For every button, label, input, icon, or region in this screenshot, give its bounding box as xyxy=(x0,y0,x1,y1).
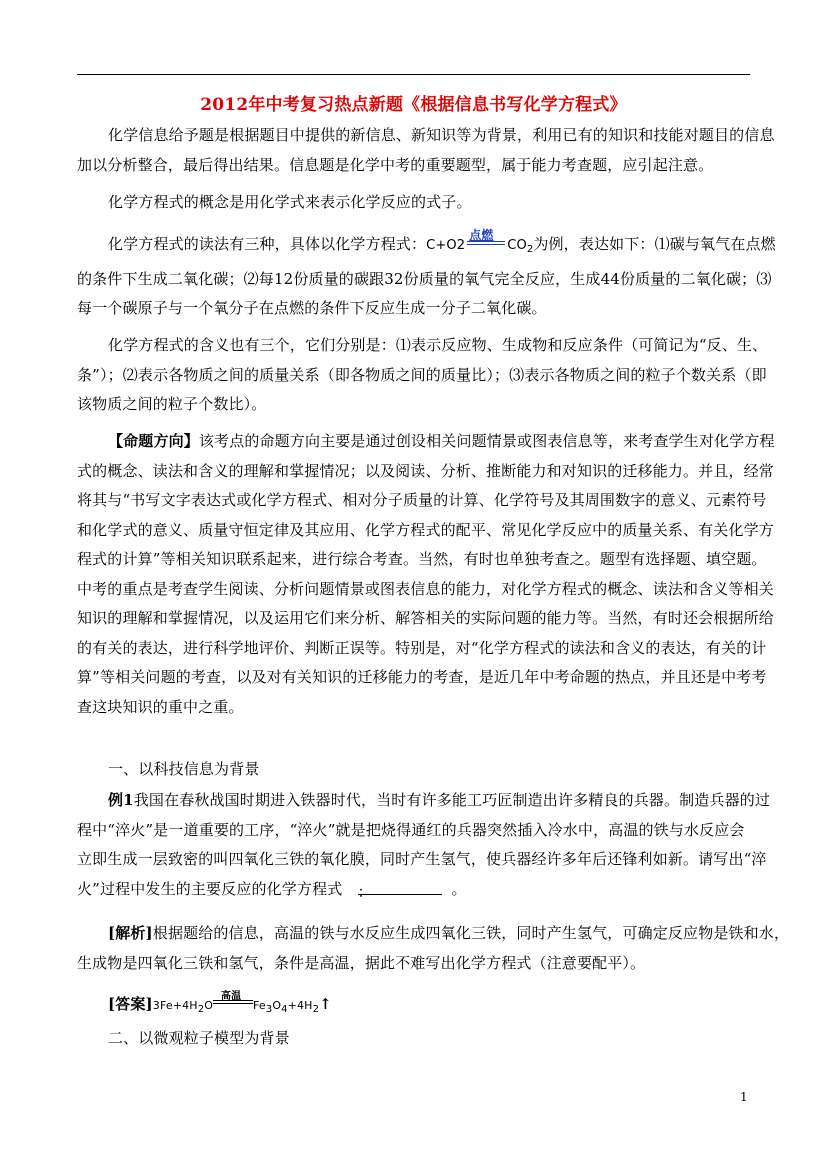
condition-label: 点燃 xyxy=(469,228,494,242)
text-line: 该物质之间的粒子个数比）。 xyxy=(77,395,267,413)
text-span: +4H xyxy=(287,999,313,1012)
example-1 xyxy=(77,786,771,904)
text-line: 二、以微观粒子模型为背景 xyxy=(108,1029,290,1047)
text-line: 知识的理解和掌握情况，以及运用它们来分析、解答相关的实际问题的能力等。当然，有时还会根据所给 xyxy=(77,609,774,627)
text-line: 化学方程式的含义也有三个，它们分别是：⑴表示反应物、生成物和反应条件（可简记为“反、生、 xyxy=(108,336,768,354)
text-line: 的条件下生成二氧化碳；⑵每12份质量的碳跟32份质量的氧气完全反应，生成44份质量的二氧化碳；⑶ xyxy=(77,269,772,288)
meaning-paragraph xyxy=(77,331,768,420)
text-span: Fe xyxy=(253,999,266,1012)
text-line: 查这块知识的重中之重。 xyxy=(77,697,244,716)
analysis-label: [解析] xyxy=(108,924,153,942)
equation-left xyxy=(152,999,214,1015)
section-heading-2 xyxy=(77,1024,751,1054)
page-title: 2012年中考复习热点新题《根据信息书写化学方程式》 xyxy=(200,95,627,115)
text-line xyxy=(77,919,790,949)
subscript: 3 xyxy=(265,1004,273,1015)
equation-reactants: C+O2 xyxy=(426,238,466,253)
reaction-condition xyxy=(213,993,253,1011)
subscript: 2 xyxy=(197,1004,205,1015)
blank-colon: ： xyxy=(357,882,373,901)
text-span: 化学方程式的读法有三种，具体以化学方程式： xyxy=(108,235,427,253)
subscript: 2 xyxy=(312,1004,320,1015)
text-span: 我国在春秋战国时期进入铁器时代，当时有许多能工巧匠制造出许多精良的兵器。制造兵器的过 xyxy=(133,791,771,809)
equation-bar xyxy=(467,244,505,245)
text-line: 化学方程式的概念是用化学式来表示化学反应的式子。 xyxy=(108,193,472,211)
text-line: 加以分析整合，最后得出结果。信息题是化学中考的重要题型，属于能力考查题，应引起注意。 xyxy=(77,155,714,174)
equation-bar xyxy=(213,1003,253,1004)
answer-paragraph xyxy=(77,990,751,1025)
condition-label: 高温 xyxy=(221,991,242,1002)
text-line: 程式的计算”等相关知识联系起来，进行综合考查。当然，有时也单独考查之。题型有选择题、填空题。 xyxy=(77,550,767,568)
equation-right xyxy=(253,999,320,1015)
text-span: 。 xyxy=(451,879,467,898)
gas-arrow-icon: ↑ xyxy=(319,995,332,1013)
equation-bar xyxy=(213,1000,253,1001)
page-number: 1 xyxy=(740,1090,748,1104)
text-line xyxy=(77,228,776,265)
text-line: 和化学式的意义、质量守恒定律及其应用、化学方程式的配平、常见化学反应中的质量关系、有关化学方 xyxy=(77,520,774,539)
text-line: 化学信息给予题是根据题目中提供的新信息、新知识等为背景，利用已有的知识和技能对题目的信息 xyxy=(108,126,775,144)
text-span: O xyxy=(272,999,282,1012)
text-line: 算”等相关问题的考查，以及对有关知识的迁移能力的考查，是近几年中考命题的热点，并且还是中考考 xyxy=(77,668,767,686)
text-line: 条”）；⑵表示各物质之间的质量关系（即各物质之间的质量比）；⑶表示各物质之间的粒子个数关系（即 xyxy=(77,365,767,384)
reaction-condition xyxy=(467,228,505,251)
subscript: 4 xyxy=(281,1004,288,1015)
intro-paragraph xyxy=(77,121,775,180)
text-line: 程中“淬火”是一道重要的工序，“淬火”就是把烧得通红的兵器突然插入冷水中，高温的铁与水反应会 xyxy=(77,820,745,839)
concept-paragraph xyxy=(77,188,751,218)
analysis-paragraph xyxy=(77,919,790,978)
text-span: CO xyxy=(507,238,527,253)
text-line xyxy=(77,990,751,1025)
text-line: 每一个碳原子与一个氧分子在点燃的条件下反应生成一分子二氧化碳。 xyxy=(77,299,547,317)
direction-paragraph xyxy=(77,427,775,722)
section-heading-1 xyxy=(77,755,751,785)
text-span: 根据题给的信息，高温的铁与水反应生成四氧化三铁，同时产生氢气，可确定反应物是铁和水， xyxy=(152,924,790,942)
subscript: 2 xyxy=(526,244,534,255)
text-span: 3Fe+4H xyxy=(152,999,198,1012)
answer-blank[interactable] xyxy=(357,878,442,901)
equation-bar xyxy=(467,241,505,242)
text-line: 式的概念、读法和含义的理解和掌握情况；以及阅读、分析、推断能力和对知识的迁移能力。并且，经常 xyxy=(77,461,774,480)
example-label: 例1 xyxy=(108,791,134,809)
text-span: 为例，表达如下：⑴碳与氧气在点燃 xyxy=(533,235,776,253)
text-line: 立即生成一层致密的叫四氧化三铁的氧化膜，同时产生氢气，使兵器经许多年后还锋利如新。请写出“淬 xyxy=(77,850,767,868)
text-line: 生成物是四氧化三铁和氢气，条件是高温，据此不难写出化学方程式（注意要配平）。 xyxy=(77,953,646,972)
section-label: 【命题方向】 xyxy=(108,432,199,450)
text-line: 中考的重点是考查学生阅读、分析问题情景或图表信息的能力，对化学方程式的概念、读法和含义等相关 xyxy=(77,579,774,598)
answer-label: [答案] xyxy=(108,995,153,1013)
text-line: 一、以科技信息为背景 xyxy=(108,760,260,778)
text-line: 将其与“书写文字表达式或化学方程式、相对分子质量的计算、化学符号及其周围数字的意义、元素符号 xyxy=(77,491,767,509)
text-span: O xyxy=(204,999,214,1012)
text-span: 该考点的命题方向主要是通过创设相关问题情景或图表信息等，来考查学生对化学方程 xyxy=(198,432,775,450)
equation-product xyxy=(507,238,533,253)
text-line xyxy=(77,786,771,816)
text-line xyxy=(77,427,775,457)
text-line xyxy=(77,875,751,905)
header-rule xyxy=(77,74,750,75)
reading-paragraph xyxy=(77,228,776,324)
text-line: 的有关的表达，进行科学地评价、判断正误等。特别是，对“化学方程式的读法和含义的表达，有关的计 xyxy=(77,638,767,657)
text-span: 火”过程中发生的主要反应的化学方程式 xyxy=(77,879,358,898)
